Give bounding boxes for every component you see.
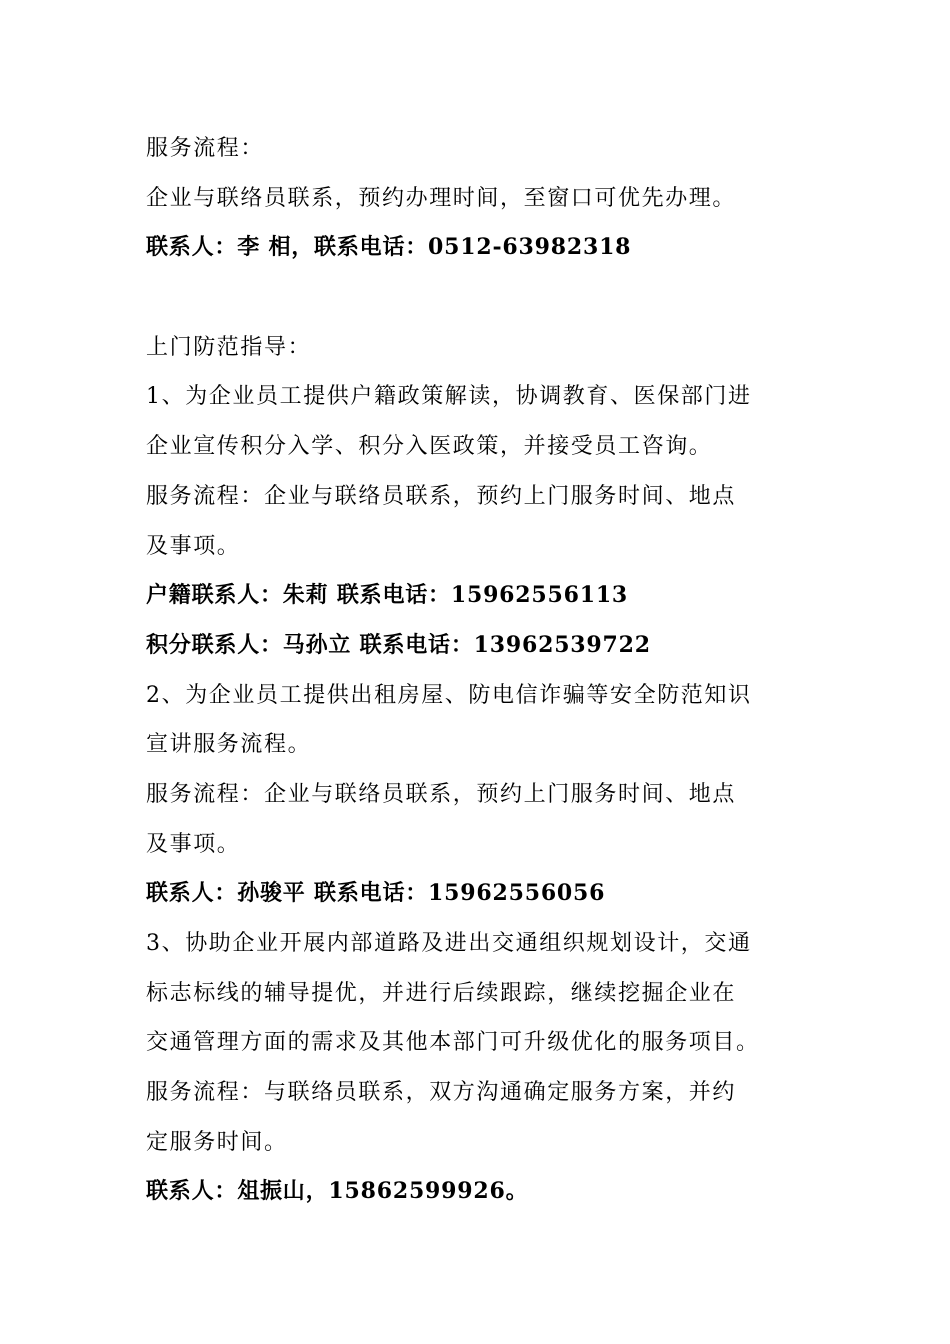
paragraph-line: 企业宣传积分入学、积分入医政策，并接受员工咨询。 bbox=[146, 434, 713, 460]
paragraph-line: 1、为企业员工提供户籍政策解读，协调教育、医保部门进 bbox=[146, 384, 752, 410]
paragraph-line: 标志标线的辅导提优，并进行后续跟踪，继续挖掘企业在 bbox=[146, 980, 737, 1006]
section-heading-service-process: 服务流程： bbox=[146, 136, 265, 161]
paragraph-line: 服务流程：企业与联络员联系，预约上门服务时间、地点 bbox=[146, 483, 737, 509]
contact-line: 联系人：俎振山，15862599926。 bbox=[146, 1178, 529, 1205]
contact-line: 联系人：孙骏平 联系电话：15962556056 bbox=[146, 880, 606, 907]
blank-line bbox=[146, 273, 810, 323]
document-body bbox=[146, 124, 810, 1217]
paragraph-line: 2、为企业员工提供出租房屋、防电信诈骗等安全防范知识 bbox=[146, 682, 752, 708]
paragraph-line: 宣讲服务流程。 bbox=[146, 732, 312, 758]
paragraph-line: 交通管理方面的需求及其他本部门可升级优化的服务项目。 bbox=[146, 1030, 760, 1056]
paragraph-line: 及事项。 bbox=[146, 533, 241, 559]
paragraph-line: 及事项。 bbox=[146, 831, 241, 857]
section-heading-onsite-guidance: 上门防范指导： bbox=[146, 334, 312, 360]
contact-line: 积分联系人：马孙立 联系电话：13962539722 bbox=[146, 631, 651, 658]
paragraph-line: 定服务时间。 bbox=[146, 1129, 288, 1155]
paragraph-line: 3、协助企业开展内部道路及进出交通组织规划设计，交通 bbox=[146, 931, 752, 956]
contact-line: 户籍联系人：朱莉 联系电话：15962556113 bbox=[146, 582, 629, 609]
contact-line: 联系人：李 相，联系电话：0512-63982318 bbox=[146, 234, 632, 261]
paragraph-line: 企业与联络员联系，预约办理时间，至窗口可优先办理。 bbox=[146, 185, 737, 211]
paragraph-line: 服务流程：企业与联络员联系，预约上门服务时间、地点 bbox=[146, 781, 737, 807]
paragraph-line: 服务流程：与联络员联系，双方沟通确定服务方案，并约 bbox=[146, 1080, 737, 1106]
